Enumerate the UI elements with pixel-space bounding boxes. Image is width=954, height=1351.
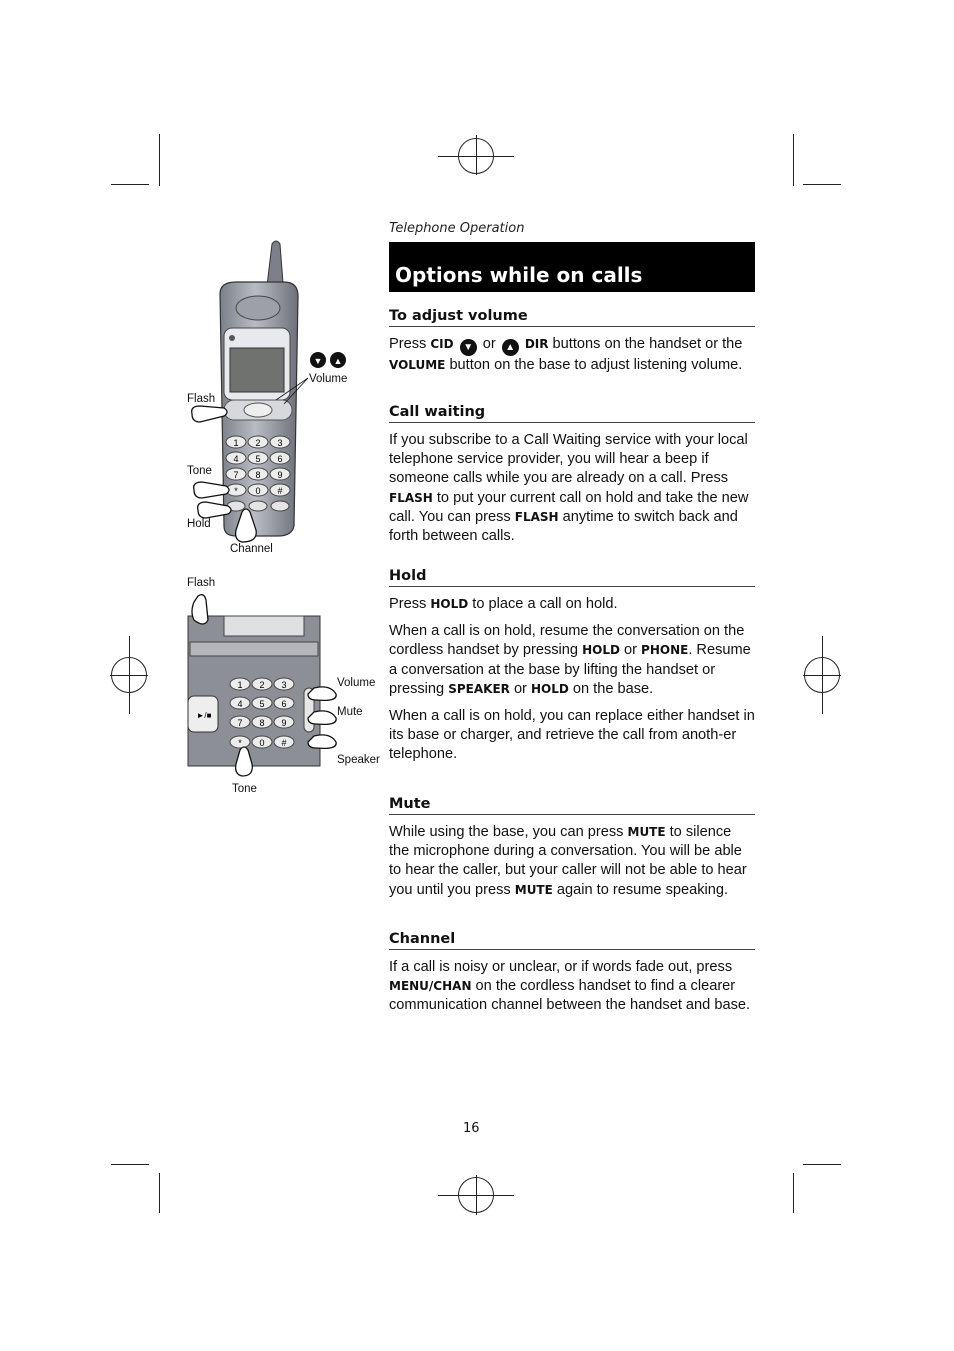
volume-label: Volume — [309, 373, 348, 385]
key — [252, 736, 272, 748]
section-heading: To adjust volume — [389, 308, 755, 327]
screen — [230, 348, 284, 392]
svg-text:7: 7 — [237, 718, 243, 728]
svg-text:▲: ▲ — [333, 356, 343, 366]
key — [270, 484, 290, 496]
key — [248, 452, 268, 464]
crop-mark — [793, 134, 794, 186]
section-heading: Call waiting — [389, 404, 755, 423]
section-paragraph: Press HOLD to place a call on hold. — [389, 596, 618, 612]
key — [226, 452, 246, 464]
svg-text:0: 0 — [259, 738, 265, 748]
base-button-row — [190, 642, 318, 656]
section-heading: Channel — [389, 931, 755, 950]
svg-text:1: 1 — [233, 438, 239, 448]
key — [274, 697, 294, 709]
tone-label: Tone — [187, 465, 212, 477]
section-paragraph: When a call is on hold, you can replace either handset in its base or charger, and retrieve the call from anoth-er telephone. — [389, 708, 755, 763]
keyword-speaker: SPEAKER — [448, 681, 510, 696]
svg-text:*: * — [234, 486, 238, 496]
keyword-cid: CID — [430, 337, 454, 351]
key — [252, 697, 272, 709]
keyword-volume: VOLUME — [389, 358, 446, 372]
svg-text:3: 3 — [281, 680, 287, 690]
section-paragraph: Press CID ▼ or ▲ DIR buttons on the handset or the VOLUME button on the base to adjust listening volume. — [389, 336, 743, 373]
svg-text:3: 3 — [277, 438, 283, 448]
key — [248, 484, 268, 496]
section-tag: Telephone Operation — [389, 221, 525, 236]
svg-text:1: 1 — [237, 680, 243, 690]
crop-mark — [803, 1164, 841, 1165]
key — [230, 736, 250, 748]
crop-mark — [111, 1164, 149, 1165]
registration-mark — [476, 135, 477, 175]
svg-text:6: 6 — [281, 699, 287, 709]
keyword-flash: FLASH — [514, 509, 559, 524]
key — [274, 716, 294, 728]
section-paragraph: If a call is noisy or unclear, or if words fade out, press MENU/CHAN on the cordless handset to find a clearer communication channel between the handset and base. — [389, 959, 751, 1014]
key — [226, 468, 246, 480]
key — [252, 716, 272, 728]
up-arrow-icon: ▲ — [502, 339, 519, 356]
keyword-hold: HOLD — [430, 597, 469, 611]
keyword-flash: FLASH — [389, 490, 433, 505]
svg-text:▼: ▼ — [313, 356, 323, 366]
svg-text:8: 8 — [255, 470, 261, 480]
keyword-mute: MUTE — [627, 825, 666, 839]
svg-text:2: 2 — [259, 680, 265, 690]
pointing-hand-icon — [308, 711, 336, 725]
section-paragraph: If you subscribe to a Call Waiting service with your local telephone service provider, you will hear a beep if someone calls while you are already on a call. Press FLASH to put your current call on hold and take the new call. You can press FLASH anytime to switch back and forth between calls. — [389, 432, 749, 545]
svg-text:7: 7 — [233, 470, 239, 480]
registration-mark — [476, 1175, 477, 1215]
svg-text:5: 5 — [255, 454, 261, 464]
svg-text:*: * — [238, 738, 242, 748]
svg-text:#: # — [277, 486, 283, 496]
key — [270, 436, 290, 448]
hold-label: Hold — [187, 518, 211, 530]
section-volume — [389, 308, 755, 375]
section-mute — [389, 796, 755, 900]
section-paragraph: When a call is on hold, resume the conversation on the cordless handset by pressing HOLD or PHONE. Resume a conversation at the base by lifting the handset or pressing SPEAKER or HOLD on the base. — [389, 623, 751, 697]
crop-mark — [159, 1173, 160, 1213]
pointing-hand-icon — [308, 687, 336, 701]
keyword-mute: MUTE — [514, 882, 553, 897]
section-heading: Hold — [389, 568, 755, 587]
key — [230, 697, 250, 709]
svg-text:6: 6 — [277, 454, 283, 464]
keyword-hold: HOLD — [582, 643, 620, 658]
section-hold — [389, 568, 755, 765]
svg-text:9: 9 — [277, 470, 283, 480]
svg-text:0: 0 — [255, 486, 261, 496]
channel-label: Channel — [230, 543, 273, 555]
svg-text:4: 4 — [237, 699, 243, 709]
key — [274, 736, 294, 748]
svg-text:2: 2 — [255, 438, 261, 448]
menu-button — [244, 403, 272, 417]
section-channel — [389, 931, 755, 1016]
svg-text:9: 9 — [281, 718, 287, 728]
page-number: 16 — [463, 1121, 480, 1136]
pointing-hand-icon — [192, 595, 208, 624]
key — [270, 452, 290, 464]
svg-text:#: # — [281, 738, 287, 748]
logo-icon — [229, 335, 235, 341]
volume-label: Volume — [337, 677, 376, 689]
speaker-label: Speaker — [337, 754, 380, 766]
registration-mark — [110, 675, 148, 676]
crop-mark — [803, 184, 841, 185]
crop-mark — [793, 1173, 794, 1213]
section-call-waiting — [389, 404, 755, 546]
keyword-dir: DIR — [524, 337, 549, 351]
section-paragraph: While using the base, you can press MUTE to silence the microphone during a conversation. You will be able to hear the caller, but your caller will not be able to hear you until you press MUTE again to resume speaking. — [389, 824, 747, 898]
svg-text:4: 4 — [233, 454, 239, 464]
flash-label: Flash — [187, 393, 216, 405]
channel-key — [249, 501, 267, 511]
svg-text:8: 8 — [259, 718, 265, 728]
flash-label: Flash — [187, 577, 216, 589]
key — [230, 678, 250, 690]
crop-mark — [111, 184, 149, 185]
registration-mark — [803, 675, 841, 676]
pointing-hand-icon — [308, 735, 336, 749]
keyword-hold: HOLD — [530, 681, 569, 696]
tone-label: Tone — [232, 783, 257, 795]
key — [248, 436, 268, 448]
svg-text:5: 5 — [259, 699, 265, 709]
key — [270, 468, 290, 480]
earpiece — [236, 296, 280, 320]
svg-text:►/■: ►/■ — [196, 711, 212, 720]
key — [226, 436, 246, 448]
keyword-menu-chan: MENU/CHAN — [389, 979, 472, 994]
down-arrow-icon: ▼ — [460, 339, 477, 356]
key — [248, 468, 268, 480]
key — [252, 678, 272, 690]
mute-label: Mute — [337, 706, 363, 718]
key — [230, 716, 250, 728]
crop-mark — [159, 134, 160, 186]
page-title: Options while on calls — [395, 263, 643, 287]
title-bar — [389, 242, 755, 292]
key — [274, 678, 294, 690]
section-heading: Mute — [389, 796, 755, 815]
redial-key — [271, 501, 289, 511]
base-display — [224, 616, 304, 636]
keyword-phone: PHONE — [641, 643, 689, 658]
